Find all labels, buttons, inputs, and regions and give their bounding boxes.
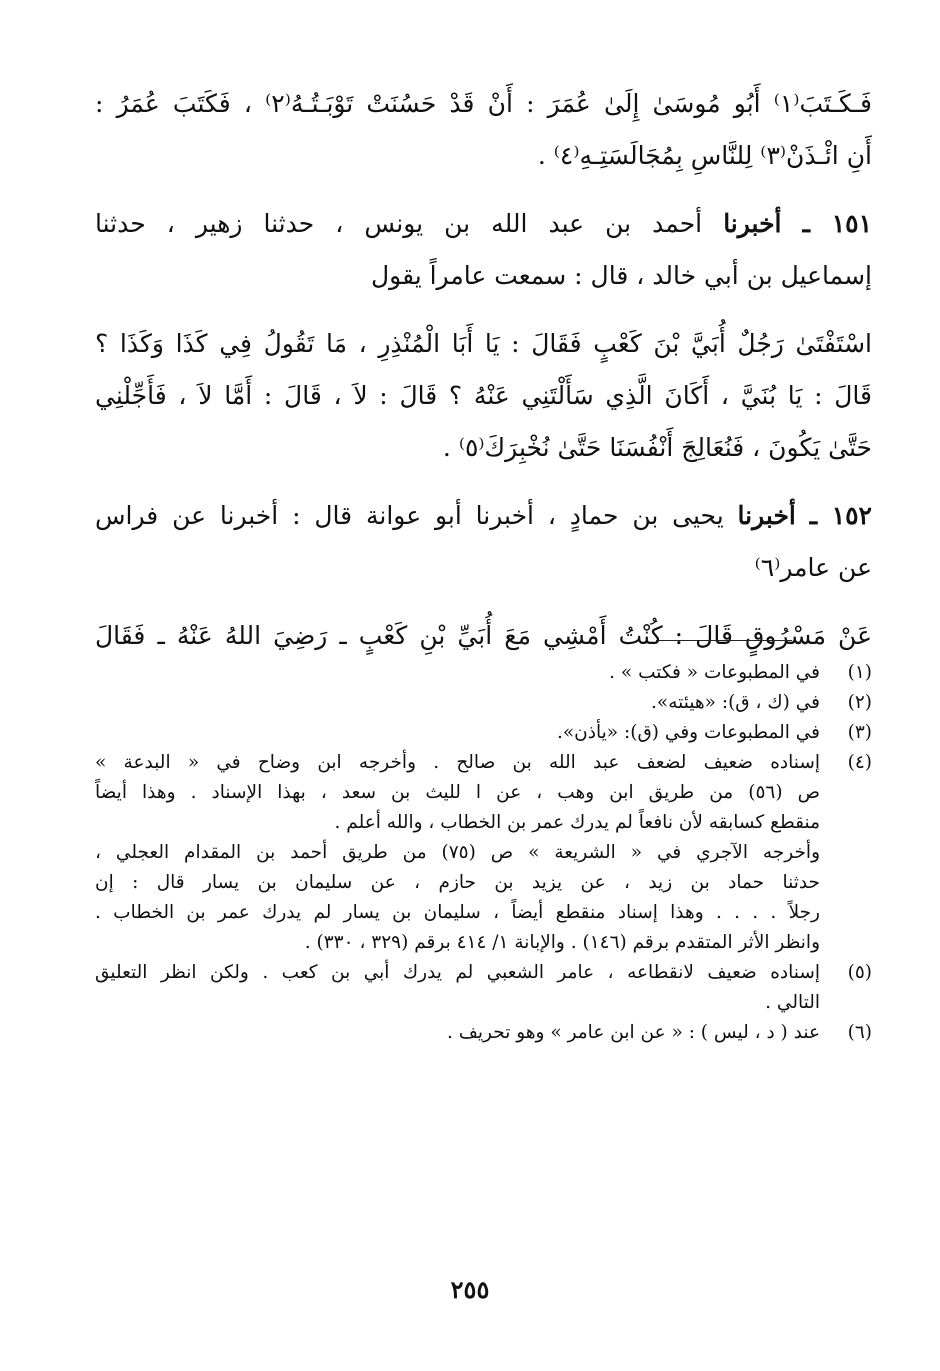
paragraph-masruq bbox=[95, 610, 872, 662]
hadith-lead-word: أخبرنا bbox=[737, 501, 796, 530]
footnote-number: (٤) bbox=[847, 752, 872, 773]
footnote-line: وانظر الأثر المتقدم برقم (١٤٦) . والإبانة ١/ ٤١٤ برقم (٣٢٩ ، ٣٣٠) . bbox=[304, 932, 820, 953]
footnote-number: (٢) bbox=[847, 692, 872, 713]
footnote-line: إسناده ضعيف لضعف عبد الله بن صالح . وأخرجه ابن وضاح في « البدعة » bbox=[95, 752, 820, 773]
footnote-6 bbox=[95, 1018, 872, 1048]
footnote-3 bbox=[95, 718, 872, 748]
text-line bbox=[95, 490, 872, 542]
footnote-number: (١) bbox=[847, 662, 872, 683]
isnad-text: أحمد بن عبد الله بن يونس ، حدثنا زهير ، حدثنا bbox=[95, 209, 703, 238]
footnote-1 bbox=[95, 658, 872, 688]
footnote-5 bbox=[95, 958, 872, 1018]
footnote-line: التالي . bbox=[765, 992, 820, 1013]
text-line: إسماعيل بن أبي خالد ، قال : سمعت عامراً يقول bbox=[370, 261, 872, 290]
footnotes bbox=[95, 658, 872, 1048]
text-line bbox=[95, 198, 872, 250]
hadith-number: ١٥١ ـ bbox=[802, 209, 873, 238]
text-line: اسْتَفْتَىٰ رَجُلٌ أُبَيَّ بْنَ كَعْبٍ فَقَالَ : يَا أَبَا الْمُنْذِرِ ، مَا تَقُولُ فِي كَذَا وَكَذَا ؟ bbox=[95, 329, 872, 358]
text-line: فَـكَـتَبَ⁽١⁾ أَبُو مُوسَىٰ إِلَىٰ عُمَرَ : أَنْ قَدْ حَسُنَتْ تَوْبَـتُـهُ⁽٢⁾ ، فَكَتَبَ عُمَرُ : bbox=[95, 89, 872, 118]
footnote-line: في المطبوعات وفي (ق): «يأذن». bbox=[556, 722, 820, 743]
footnote-line: ص (٥٦) من طريق ابن وهب ، عن ا لليث بن سعد ، بهذا الإسناد . وهذا أيضاً bbox=[95, 782, 820, 803]
hadith-number: ١٥٢ ـ bbox=[809, 501, 872, 530]
footnote-line: إسناده ضعيف لانقطاعه ، عامر الشعبي لم يدرك أبي بن كعب . ولكن انظر التعليق bbox=[95, 962, 820, 983]
hadith-151 bbox=[95, 198, 872, 302]
text-line: عَنْ مَسْرُوقٍ قَالَ : كُنْتُ أَمْشِي مَعَ أُبَيِّ بْنِ كَعْبٍ ـ رَضِيَ اللهُ عَنْهُ ـ فَقَالَ bbox=[95, 621, 872, 650]
paragraph-letter bbox=[95, 78, 872, 182]
page-number: ٢٥٥ bbox=[450, 1275, 490, 1304]
footnote-line: حدثنا حماد بن زيد ، عن يزيد بن حازم ، عن سليمان بن يسار قال : إن bbox=[95, 872, 820, 893]
footnote-line: في (ك ، ق): «هيئته». bbox=[651, 692, 820, 713]
footnote-line: في المطبوعات « فكتب » . bbox=[609, 662, 820, 683]
footnote-number: (٣) bbox=[847, 722, 872, 743]
footnote-line: رجلاً . . . . وهذا إسناد منقطع أيضاً ، سليمان بن يسار لم يدرك عمر بن الخطاب . bbox=[95, 902, 820, 923]
footnote-2 bbox=[95, 688, 872, 718]
text-line: أَنِ ائْـذَنْ⁽٣⁾ لِلنَّاسِ بِمُجَالَسَتِـهِ⁽٤⁾ . bbox=[537, 141, 872, 170]
isnad-text: يحيى بن حمادٍ ، أخبرنا أبو عوانة قال : أخبرنا عن فراس bbox=[95, 501, 724, 530]
footnote-number: (٥) bbox=[847, 962, 872, 983]
hadith-lead-word: أخبرنا bbox=[723, 209, 782, 238]
footnote-line: عند ( د ، ليس ) : « عن ابن عامر » وهو تحريف . bbox=[447, 1022, 820, 1043]
hadith-152 bbox=[95, 490, 872, 594]
footnote-line: منقطع كسابقه لأن نافعاً لم يدرك عمر بن الخطاب ، والله أعلم . bbox=[334, 812, 820, 833]
footnote-line: وأخرجه الآجري في « الشريعة » ص (٧٥) من طريق أحمد بن المقدام العجلي ، bbox=[95, 842, 820, 863]
text-line: قَالَ : يَا بُنَيَّ ، أَكَانَ الَّذِي سَأَلْتَنِي عَنْهُ ؟ قَالَ : لاَ ، قَالَ : أَمَّا لاَ ، فَأَجِّلْنِي bbox=[95, 381, 872, 410]
text-line: عن عامر⁽٦⁾ bbox=[754, 553, 872, 582]
footnote-4 bbox=[95, 748, 872, 958]
footnote-number: (٦) bbox=[847, 1022, 872, 1043]
paragraph-istifta bbox=[95, 318, 872, 474]
footnote-separator bbox=[656, 640, 792, 641]
text-line: حَتَّىٰ يَكُونَ ، فَنُعَالِجَ أَنْفُسَنَا حَتَّىٰ نُخْبِرَكَ⁽٥⁾ . bbox=[442, 433, 872, 462]
